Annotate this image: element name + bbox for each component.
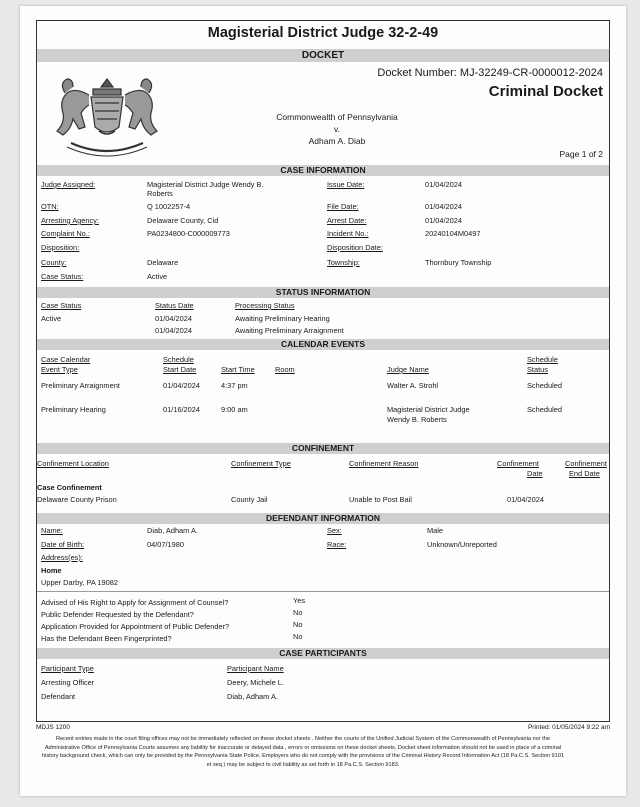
printed-timestamp: Printed: 01/05/2024 9:22 am (527, 724, 610, 731)
defendant-name-label: Name: (41, 526, 63, 535)
confinement-date-header: Confinement (497, 459, 539, 468)
section-case-information: CASE INFORMATION (37, 165, 609, 176)
event-time-1: 4:37 pm (221, 381, 248, 390)
county-label: County: (41, 258, 67, 267)
race-value: Unknown/Unreported (427, 540, 497, 549)
divider (37, 591, 609, 592)
arrest-date-value: 01/04/2024 (425, 216, 462, 225)
township-value: Thornbury Township (425, 258, 492, 267)
dob-label: Date of Birth: (41, 540, 85, 549)
question-1: Advised of His Right to Apply for Assignment of Counsel? (41, 598, 229, 607)
docket-frame (36, 20, 610, 722)
agency-value: Delaware County, Cid (147, 216, 219, 225)
home-label: Home (41, 566, 62, 575)
issue-date-value: 01/04/2024 (425, 180, 462, 189)
participant-type-header: Participant Type (41, 664, 94, 673)
confinement-end-header-2: End Date (569, 469, 600, 478)
case-caption (217, 111, 457, 147)
confinement-reason-header: Confinement Reason (349, 459, 419, 468)
processing-col-header: Processing Status (235, 301, 295, 310)
section-status-information: STATUS INFORMATION (37, 287, 609, 298)
participant-name-1: Deery, Michele L. (227, 678, 284, 687)
sex-value: Male (427, 526, 444, 535)
status-date-2: 01/04/2024 (155, 326, 192, 335)
event-time-2: 9:00 am (221, 405, 248, 414)
participant-name-header: Participant Name (227, 664, 284, 673)
judge-value-cont: Roberts (147, 189, 173, 198)
docket-number: Docket Number: MJ-32249-CR-0000012-2024 (377, 67, 603, 79)
township-label: Township: (327, 258, 360, 267)
case-status-value: Active (147, 272, 168, 281)
answer-3: No (293, 620, 303, 629)
complaint-label: Complaint No.: (41, 229, 90, 238)
otn-value: Q 1002257-4 (147, 202, 191, 211)
section-case-participants: CASE PARTICIPANTS (37, 648, 609, 659)
event-status-1: Scheduled (527, 381, 562, 390)
schedule-status-header-1: Schedule (527, 355, 558, 364)
answer-4: No (293, 632, 303, 641)
docket-header-bar: DOCKET (37, 49, 609, 62)
status-col-header: Case Status (41, 301, 82, 310)
question-2: Public Defender Requested by the Defendant? (41, 610, 194, 619)
section-confinement: CONFINEMENT (37, 443, 609, 454)
confinement-date: 01/04/2024 (507, 495, 544, 504)
file-date-value: 01/04/2024 (425, 202, 462, 211)
case-calendar-header: Case Calendar (41, 355, 91, 364)
county-value: Delaware (147, 258, 179, 267)
docket-page (20, 6, 626, 796)
incident-label: Incident No.: (327, 229, 369, 238)
event-status-2: Scheduled (527, 405, 562, 414)
confinement-reason: Unable to Post Bail (349, 495, 412, 504)
section-defendant-information: DEFENDANT INFORMATION (37, 513, 609, 524)
case-status-label: Case Status: (41, 272, 84, 281)
complaint-value: PA0234800-C000009773 (147, 229, 230, 238)
otn-label: OTN: (41, 202, 59, 211)
status-date-col-header: Status Date (155, 301, 194, 310)
event-judge-2: Magisterial District Judge (387, 405, 470, 414)
incident-value: 20240104M0497 (425, 229, 481, 238)
participant-type-1: Arresting Officer (41, 678, 95, 687)
room-header: Room (275, 365, 295, 374)
case-confinement-subhead: Case Confinement (37, 483, 102, 492)
confinement-date-header-2: Date (527, 469, 543, 478)
pennsylvania-seal-icon (41, 73, 173, 169)
start-time-header: Start Time (221, 365, 255, 374)
processing-status-2: Awaiting Preliminary Arraignment (235, 326, 344, 335)
question-3: Application Provided for Appointment of Public Defender? (41, 622, 230, 631)
event-judge-1: Walter A. Strohl (387, 381, 439, 390)
caption-plaintiff: Commonwealth of Pennsylvania (276, 112, 398, 122)
confinement-type-header: Confinement Type (231, 459, 291, 468)
issue-date-label: Issue Date: (327, 180, 365, 189)
arrest-date-label: Arrest Date: (327, 216, 367, 225)
confinement-end-header: Confinement (565, 459, 607, 468)
schedule-header: Schedule (163, 355, 194, 364)
participant-type-2: Defendant (41, 692, 76, 701)
judge-value: Magisterial District Judge Wendy B. (147, 180, 264, 189)
question-4: Has the Defendant Been Fingerprinted? (41, 634, 172, 643)
agency-label: Arresting Agency: (41, 216, 99, 225)
defendant-name-value: Diab, Adham A. (147, 526, 198, 535)
status-date-1: 01/04/2024 (155, 314, 192, 323)
docket-type: Criminal Docket (488, 83, 603, 100)
status-value: Active (41, 314, 62, 323)
section-calendar-events: CALENDAR EVENTS (37, 339, 609, 350)
confinement-location-header: Confinement Location (37, 459, 109, 468)
confinement-location: Delaware County Prison (37, 495, 117, 504)
disposition-date-label: Disposition Date: (327, 243, 383, 252)
participant-name-2: Diab, Adham A. (227, 692, 278, 701)
court-title: Magisterial District Judge 32-2-49 (207, 25, 439, 41)
page-indicator: Page 1 of 2 (559, 149, 603, 159)
file-date-label: File Date: (327, 202, 359, 211)
sex-label: Sex: (327, 526, 342, 535)
race-label: Race: (327, 540, 347, 549)
dob-value: 04/07/1980 (147, 540, 184, 549)
processing-status-1: Awaiting Preliminary Hearing (235, 314, 330, 323)
event-date-1: 01/04/2024 (163, 381, 200, 390)
caption-versus: v. (334, 124, 340, 134)
disposition-label: Disposition: (41, 243, 80, 252)
address-label: Address(es): (41, 553, 83, 562)
schedule-status-header-2: Status (527, 365, 548, 374)
answer-2: No (293, 608, 303, 617)
event-type-header: Event Type (41, 365, 78, 374)
home-address: Upper Darby, PA 19082 (41, 578, 118, 587)
event-type-1: Preliminary Arraignment (41, 381, 120, 390)
confinement-type: County Jail (231, 495, 268, 504)
caption-defendant: Adham A. Diab (308, 136, 366, 146)
judge-label: Judge Assigned: (41, 180, 96, 189)
form-id: MDJS 1200 (36, 724, 70, 731)
answer-1: Yes (293, 596, 306, 605)
disclaimer: Recent entries made in the court filing offices may not be immediately reflected on these docket sheets . Neither the courts of the Unified Judicial System of the Commonwealth of Pennsylvania nor the Administrative Office of Pennsylvania Courts assumes any liability for inaccurate or delayed data , errors or omissions on these docket sheets. Docket sheet information should not be used in place of a criminal history background check, which can only be provided by the Pennsylvania State Police. Employers who do not comply with the provisions of the Criminal History Record Information Act (18 Pa.C.S. Section 9101 et seq.) may be subject to civil liability as set forth in 18 Pa.C.S. Section 9183. (41, 736, 565, 768)
event-type-2: Preliminary Hearing (41, 405, 106, 414)
event-judge-2-cont: Wendy B. Roberts (387, 415, 447, 424)
judge-name-header: Judge Name (387, 365, 429, 374)
event-date-2: 01/16/2024 (163, 405, 200, 414)
start-date-header: Start Date (163, 365, 197, 374)
